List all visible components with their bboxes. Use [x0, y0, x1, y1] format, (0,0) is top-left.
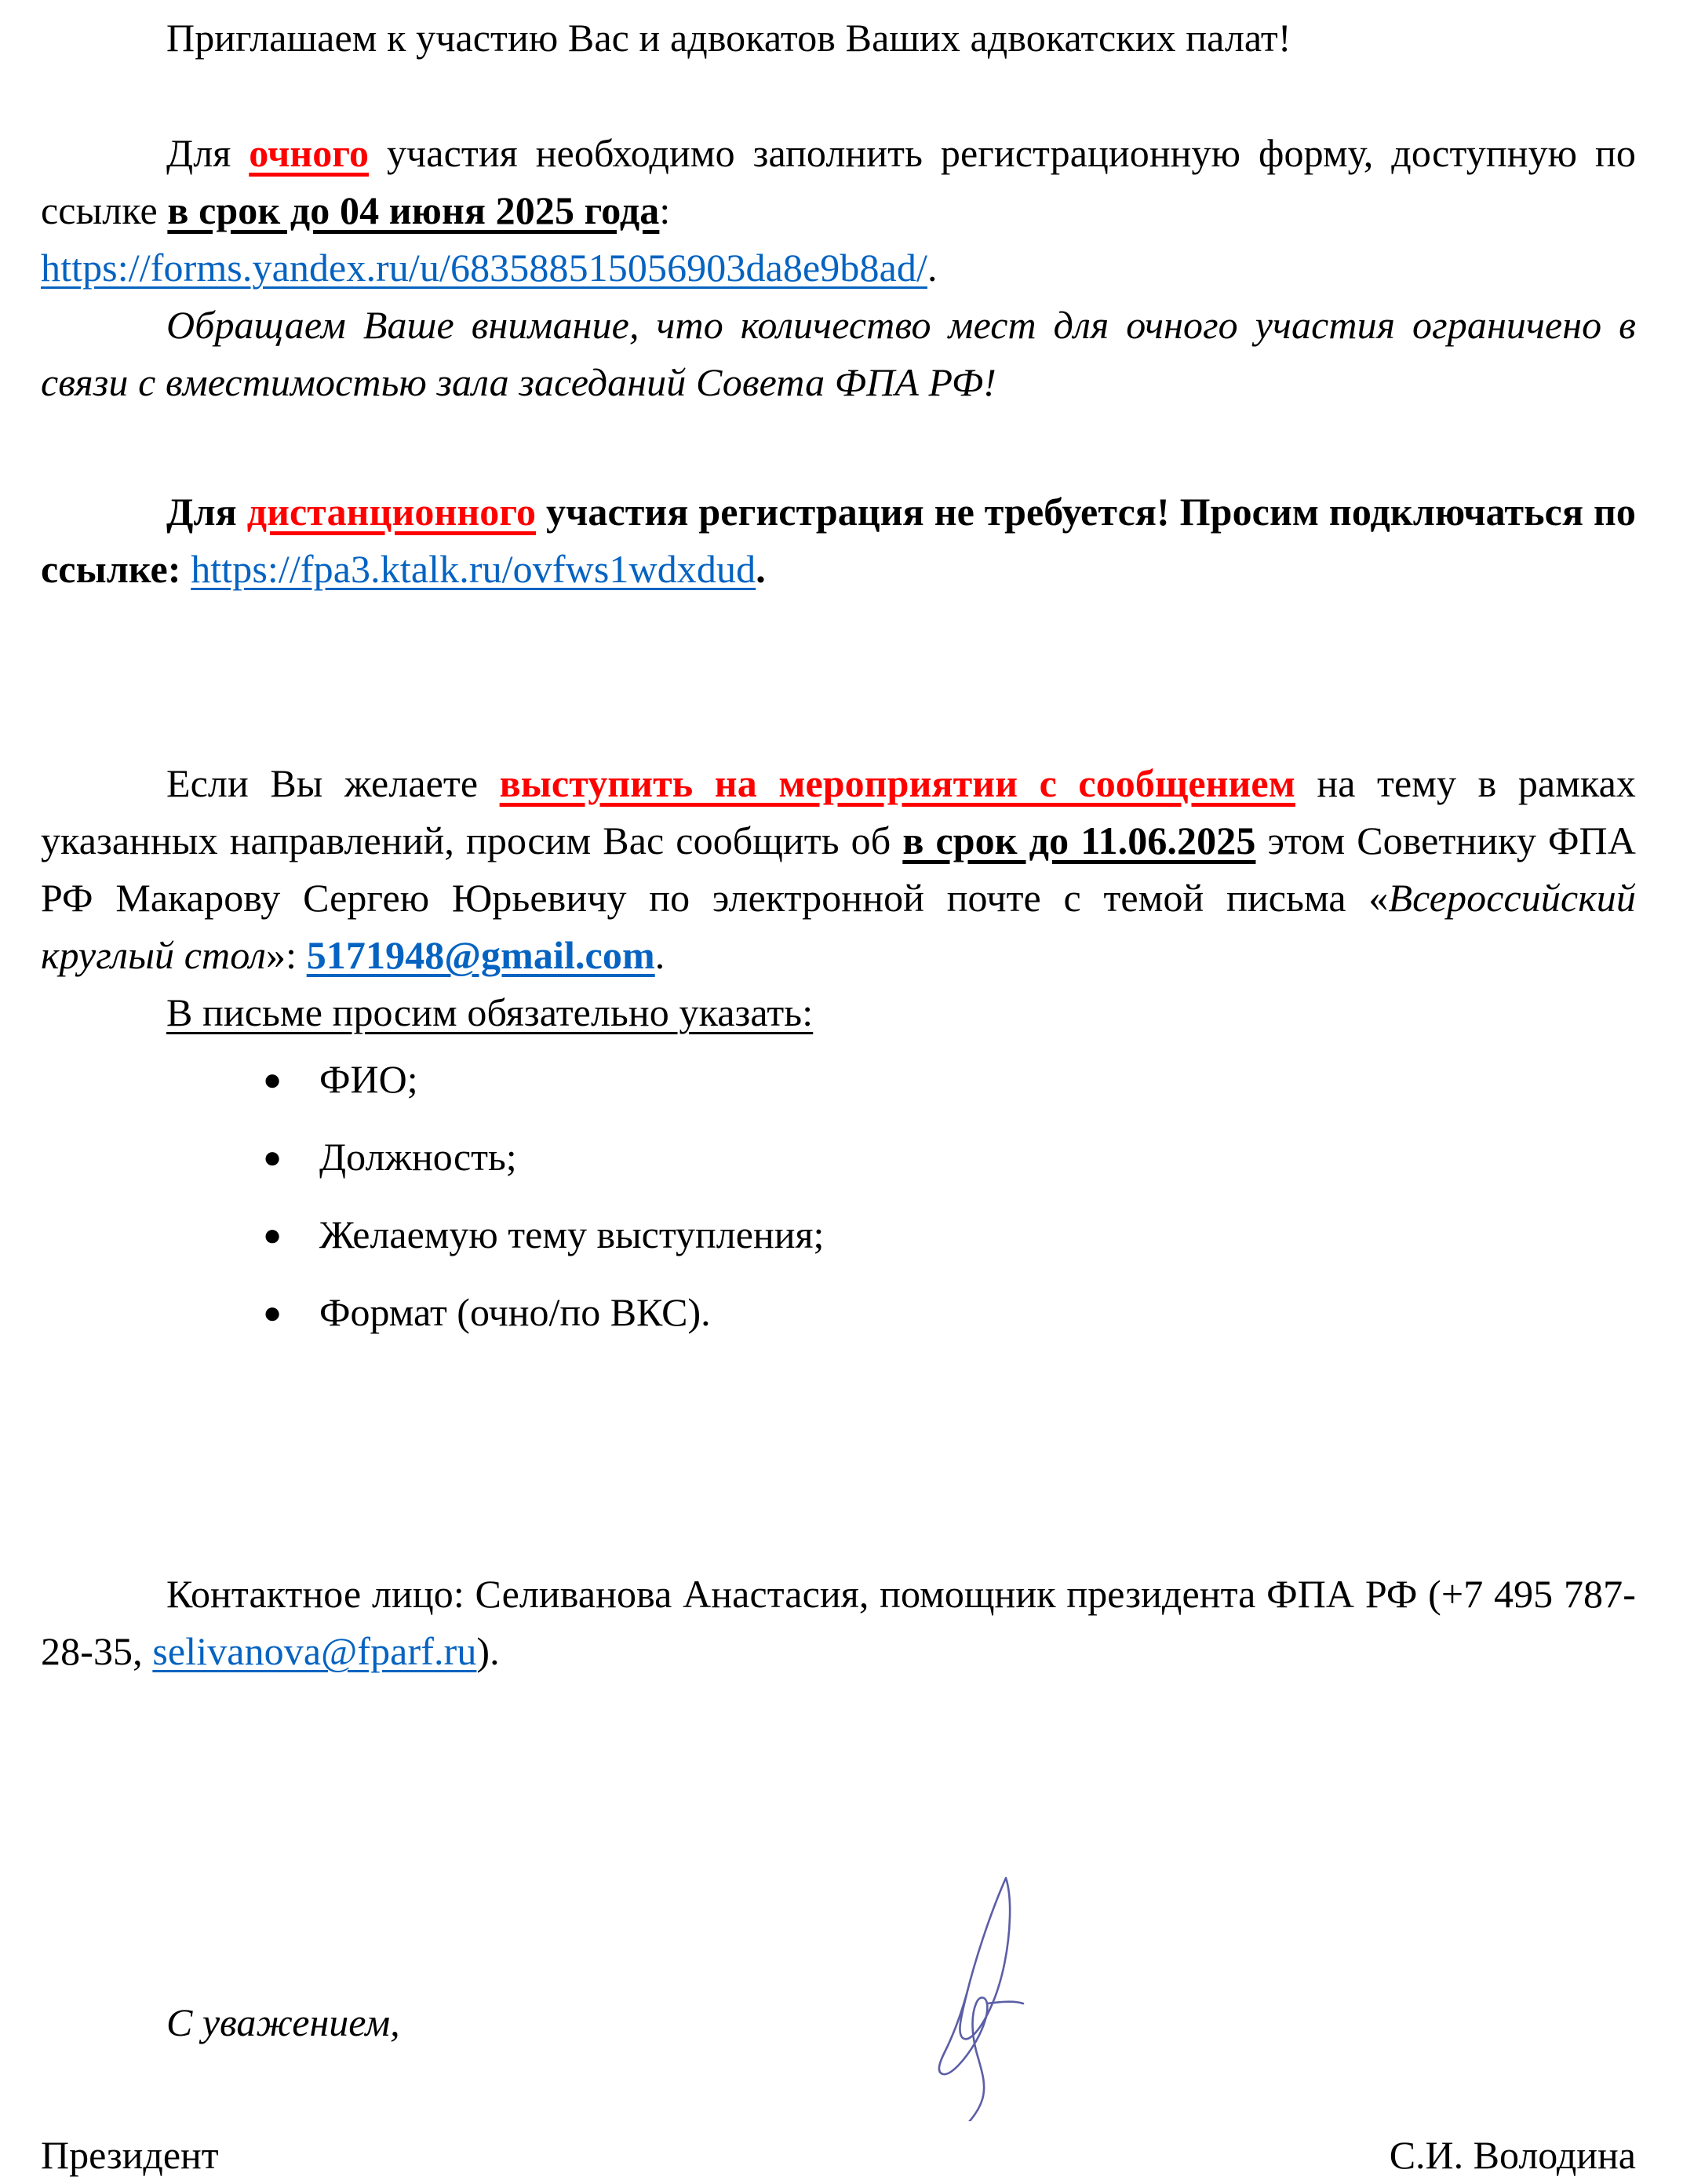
contact-prefix: Контактное лицо: Селиванова Анастасия, помощник президента ФПА РФ (	[166, 1572, 1441, 1616]
list-item	[41, 1128, 1636, 1186]
registration-form-line	[41, 239, 1636, 297]
speakers-paragraph	[41, 755, 1636, 984]
list-item-label: ФИО;	[319, 1057, 418, 1101]
spacer-before-remote	[41, 411, 1636, 483]
capacity-notice-paragraph	[41, 297, 1636, 411]
in-person-lead: Для	[166, 131, 250, 175]
in-person-body: участия необходимо заполнить регистрационную форму, доступную по ссылке	[41, 131, 1636, 232]
closing-salutation-text: С уважением,	[166, 2000, 400, 2044]
speakers-mid-2: этом Советнику ФПА РФ Макарову Сергею Юрьевичу по электронной почте с темой письма «	[41, 819, 1636, 920]
contact-paragraph	[41, 1566, 1636, 1680]
list-item-label: Формат (очно/по ВКС).	[319, 1290, 711, 1334]
registration-form-link[interactable]: https://forms.yandex.ru/u/683588515056903da8e9b8ad/	[41, 246, 927, 290]
remote-paragraph	[41, 483, 1636, 598]
signer-role: Президент	[41, 2133, 219, 2177]
contact-suffix: ).	[476, 1629, 500, 1673]
invitation-heading-text: Приглашаем к участию Вас и адвокатов Ваших адвокатских палат!	[166, 16, 1291, 60]
list-item-label: Желаемую тему выступления;	[319, 1212, 825, 1256]
in-person-colon: :	[659, 188, 671, 232]
spacer-before-signature-2	[41, 1837, 1636, 1955]
bullet-icon: ●	[263, 1217, 282, 1252]
signature-row	[41, 2127, 1636, 2184]
bullet-icon: ●	[263, 1062, 282, 1097]
bullet-icon: ●	[263, 1295, 282, 1330]
closing-salutation	[41, 1994, 1636, 2051]
list-item	[41, 1284, 1636, 1341]
contact-phone: +7 495 787-28-35	[41, 1572, 1636, 1673]
invitation-heading	[41, 9, 1636, 67]
speakers-deadline: в срок до 11.06.2025	[902, 819, 1256, 862]
speakers-email-subject: Всероссийский круглый стол	[41, 876, 1636, 977]
list-item	[41, 1206, 1636, 1263]
in-person-deadline: в срок до 04 июня 2025 года	[167, 188, 660, 232]
top-spacer	[41, 0, 1636, 9]
capacity-notice-text: Обращаем Ваше внимание, что количество мест для очного участия ограничено в связи с вместимостью зала заседаний Совета ФПА РФ!	[41, 303, 1636, 404]
speakers-mid-1: на тему в рамках указанных направлений, просим Вас сообщить об	[41, 761, 1636, 862]
remote-period: .	[756, 547, 766, 591]
bullet-icon: ●	[263, 1139, 282, 1175]
speakers-lead: Если Вы желаете	[166, 761, 500, 805]
speakers-highlight: выступить на мероприятии с сообщением	[499, 761, 1295, 805]
spacer-before-signature	[41, 1680, 1636, 1837]
requirements-list	[41, 1051, 1636, 1341]
spacer-before-bullets	[41, 1041, 1636, 1051]
in-person-highlight: очного	[249, 131, 370, 175]
remote-lead: Для	[166, 490, 247, 534]
signature-block	[41, 1994, 1636, 2184]
spacer-signature	[41, 2091, 1636, 2127]
remote-highlight: дистанционного	[246, 490, 537, 534]
remote-body: участия регистрация не требуется! Просим подключаться по ссылке:	[41, 490, 1637, 591]
in-person-paragraph	[41, 125, 1636, 239]
spacer-before-speakers	[41, 598, 1636, 755]
meeting-link[interactable]: https://fpa3.ktalk.ru/ovfws1wdxdud	[191, 547, 756, 591]
requirements-title-text: В письме просим обязательно указать:	[166, 990, 814, 1034]
speaker-email-link[interactable]: 5171948@gmail.com	[306, 933, 655, 977]
list-item-label: Должность;	[319, 1135, 517, 1179]
speakers-mid-3: »:	[266, 933, 307, 977]
speakers-period: .	[654, 933, 665, 977]
spacer-after-heading	[41, 67, 1636, 125]
requirements-title	[41, 984, 1636, 1041]
list-item	[41, 1051, 1636, 1108]
spacer-before-contact	[41, 1362, 1636, 1519]
spacer-before-contact-2	[41, 1519, 1636, 1566]
signer-name: С.И. Володина	[1389, 2133, 1636, 2177]
contact-email-link[interactable]: selivanova@fparf.ru	[152, 1629, 477, 1673]
contact-separator: ,	[133, 1629, 153, 1673]
registration-form-period: .	[927, 246, 938, 290]
